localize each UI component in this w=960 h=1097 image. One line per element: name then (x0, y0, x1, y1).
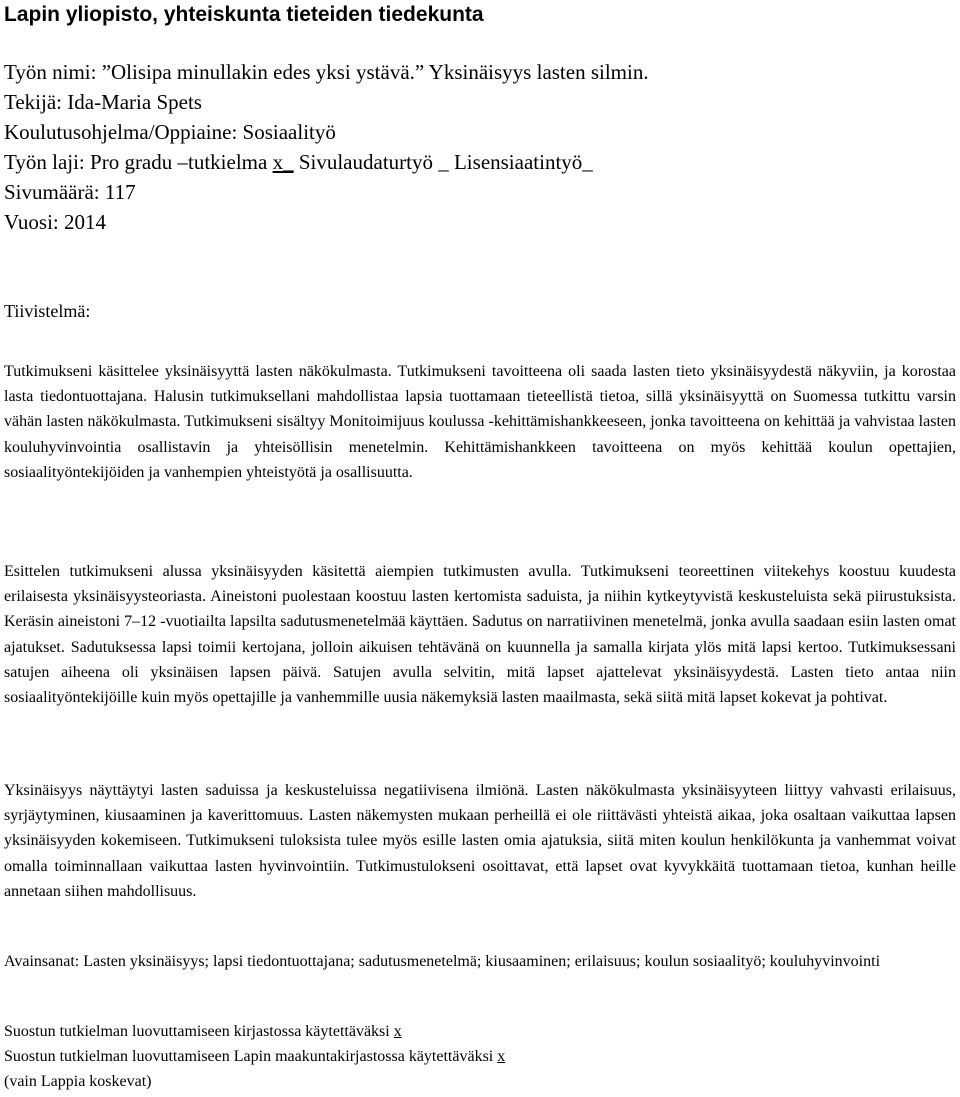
pro-gradu-mark: x_ (272, 150, 294, 174)
consent-lapin: Suostun tutkielman luovuttamiseen Lapin maakuntakirjastossa käytettäväksi x (4, 1048, 506, 1066)
abstract-text: Yksinäisyys näyttäytyi lasten saduissa ja keskusteluissa negatiivisena ilmiönä. Lasten näkökulmasta yksinäisyyteen liittyy vahvasti erilaisuus, syrjäytyminen, kiusaaminen ja kaverittomuus. Lasten näkemysten mukaan perheillä ei ole riittävästi yhteistä aikaa, joka osaltaan vaikuttaa lapsen yksinäisyyden kokemiseen. Tutkimukseni tuloksista tulee myös esille lasten omia ajatuksia, siitä miten koulun henkilökunta ja vanhemmat voivat omalla toiminnallaan vaikuttaa lasten hyvinvointiin. Tutkimustulokseni osoittavat, että lapset ovat kyvykkäitä tuottamaan tietoa, kunhan heille annetaan siihen mahdollisuus. (4, 782, 956, 900)
consent-library: Suostun tutkielman luovuttamiseen kirjastossa käytettäväksi x (4, 1023, 402, 1040)
consent-lapin-mark: x (497, 1048, 506, 1066)
abstract-text: Esittelen tutkimukseni alussa yksinäisyyden käsitettä aiempien tutkimusten avulla. Tutkimukseni teoreettinen viitekehys koostuu kuudesta erilaisesta yksinäisyysteoriasta. Aineistoni puolestaan koostuu lasten kertomista saduista, ja niihin kytkeytyvistä keskusteluista sekä piirustuksista. Keräsin aineistoni 7–12 -vuotiailta lapsilta sadutusmenetelmää käyttäen. Sadutus on narratiivinen menetelmä, jonka avulla saadaan esiin lasten omat ajatukset. Sadutuksessa lapsi toimii kertojana, jolloin aikuisen tehtävänä on kuunnella ja samalla kirjata ylös mitä lapsi kertoo. Tutkimuksessani satujen aiheena oli yksinäisen lapsen päivä. Satujen avulla selvitin, mitä lapset ajattelevat yksinäisyydestä. Lasten tieto antaa niin sosiaalityöntekijöille kuin myös opettajille ja vanhemmille uusia näkemyksiä lasten maailmasta, sekä siitä mitä lapset kokevat ja pohtivat. (4, 563, 956, 707)
abstract-label: Tiivistelmä: (4, 301, 91, 321)
work-type-other: Sivulaudaturtyö _ Lisensiaatintyö_ (293, 150, 593, 174)
abstract-paragraph-3 (4, 778, 956, 904)
page-count: Sivumäärä: 117 (4, 180, 136, 204)
consent-section (4, 1019, 956, 1095)
work-name: Työn nimi: ”Olisipa minullakin edes yksi ystävä.” Yksinäisyys lasten silmin. (4, 60, 649, 84)
thesis-metadata (4, 57, 944, 237)
abstract-text: Tutkimukseni käsittelee yksinäisyyttä lasten näkökulmasta. Tutkimukseni tavoitteena oli saada lasten tieto yksinäisyydestä näkyviin, ja korostaa lasta tiedontuottajana. Halusin tutkimuksellani mahdollistaa lapsia tuottamaan tieteellistä tietoa, sillä yksinäisyyttä on Suomessa tutkittu varsin vähän lasten näkökulmasta. Tutkimukseni sisältyy Monitoimijuus koulussa -kehittämishankkeeseen, jonka tavoitteena on kehittää ja vahvistaa lasten kouluhyvinvointia osallistavin ja yhteisöllisin menetelmin. Kehittämishankkeen tavoitteena on myös kehittää koulun opettajien, sosiaalityöntekijöiden ja vanhempien yhteistyötä ja osallisuutta. (4, 363, 956, 481)
consent-note: (vain Lappia koskevat) (4, 1073, 152, 1091)
keywords (4, 949, 956, 974)
keywords-text: Avainsanat: Lasten yksinäisyys; lapsi tiedontuottajana; sadutusmenetelmä; kiusaaminen; erilaisuus; koulun sosiaalityö; kouluhyvinvointi (4, 953, 881, 970)
work-type-prefix: Työn laji: Pro gradu –tutkielma (4, 150, 273, 174)
abstract-paragraph-1 (4, 359, 956, 485)
year: Vuosi: 2014 (4, 210, 106, 234)
programme: Koulutusohjelma/Oppiaine: Sosiaalityö (4, 120, 336, 144)
abstract-paragraph-2 (4, 559, 956, 710)
author: Tekijä: Ida-Maria Spets (4, 90, 202, 114)
faculty-header: Lapin yliopisto, yhteiskunta tieteiden tiedekunta (4, 3, 484, 26)
work-type (4, 147, 944, 177)
consent-library-mark: x (393, 1023, 402, 1040)
